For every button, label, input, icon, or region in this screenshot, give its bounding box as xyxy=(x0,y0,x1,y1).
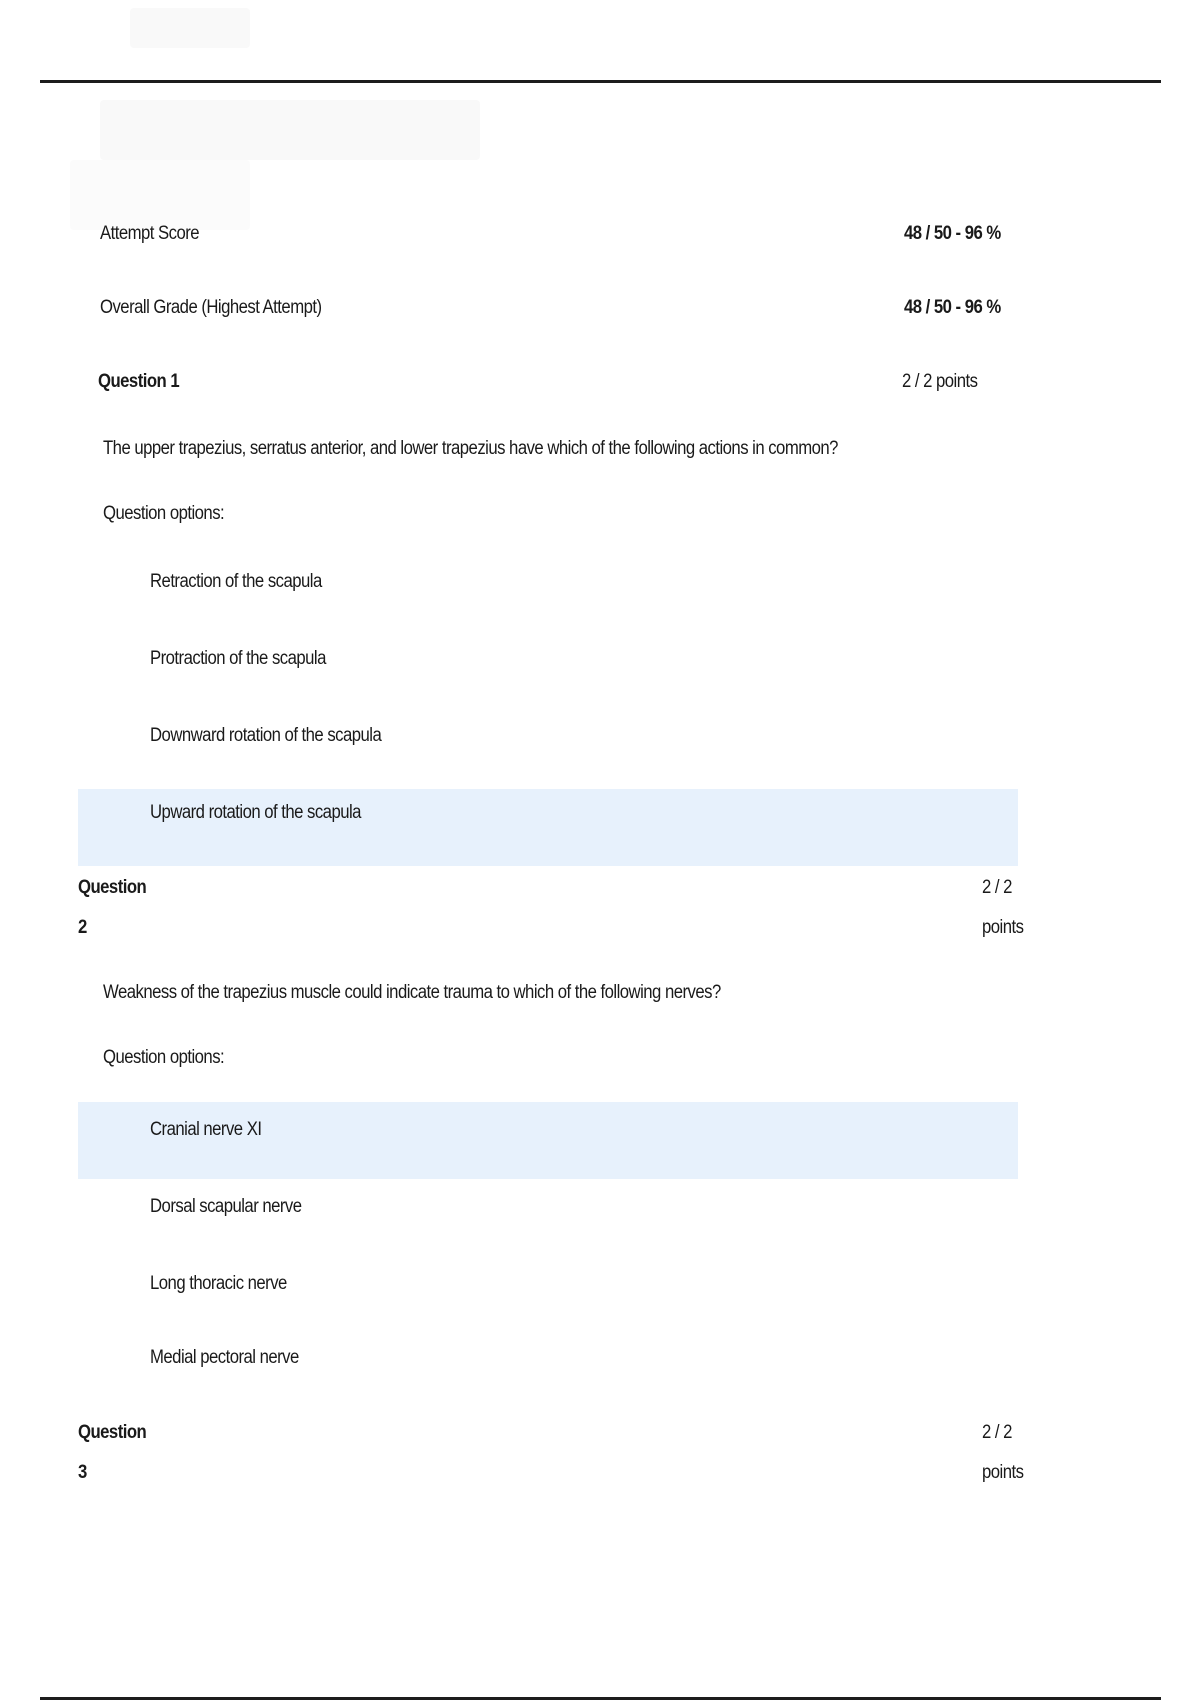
question-2-title-line2: 2 xyxy=(78,917,87,938)
question-2-option-3[interactable]: Long thoracic nerve xyxy=(150,1273,287,1294)
question-2-points-line1: 2 / 2 xyxy=(982,877,1012,898)
question-1-option-4[interactable]: Upward rotation of the scapula xyxy=(150,802,361,823)
question-2-points-line2: points xyxy=(982,917,1024,938)
question-3-points-line1: 2 / 2 xyxy=(982,1422,1012,1443)
question-2-options-label: Question options: xyxy=(103,1047,225,1068)
question-1-options-label: Question options: xyxy=(103,503,225,524)
question-2-option-1[interactable]: Cranial nerve XI xyxy=(150,1119,262,1140)
question-1-option-2[interactable]: Protraction of the scapula xyxy=(150,648,326,669)
overall-grade-label: Overall Grade (Highest Attempt) xyxy=(100,297,322,318)
question-2-title-line1: Question xyxy=(78,877,147,898)
attempt-score-label: Attempt Score xyxy=(100,223,200,244)
question-3-title-line2: 3 xyxy=(78,1462,87,1483)
ghost-side-block xyxy=(70,160,250,230)
question-2-text: Weakness of the trapezius muscle could indicate trauma to which of the following nerves? xyxy=(103,982,721,1003)
top-divider xyxy=(40,80,1161,83)
question-1-option-1[interactable]: Retraction of the scapula xyxy=(150,571,322,592)
ghost-header-block xyxy=(130,8,250,48)
overall-grade-value: 48 / 50 - 96 % xyxy=(904,297,1001,318)
question-3-points-line2: points xyxy=(982,1462,1024,1483)
question-1-points: 2 / 2 points xyxy=(902,371,978,392)
question-1-text: The upper trapezius, serratus anterior, and lower trapezius have which of the following actions in common? xyxy=(103,438,838,459)
question-3-title-line1: Question xyxy=(78,1422,147,1443)
question-1-title: Question 1 xyxy=(98,371,180,392)
question-1-option-3[interactable]: Downward rotation of the scapula xyxy=(150,725,382,746)
question-2-option-2[interactable]: Dorsal scapular nerve xyxy=(150,1196,302,1217)
attempt-score-value: 48 / 50 - 96 % xyxy=(904,223,1001,244)
question-2-option-4[interactable]: Medial pectoral nerve xyxy=(150,1347,299,1368)
ghost-heading-block xyxy=(100,100,480,160)
